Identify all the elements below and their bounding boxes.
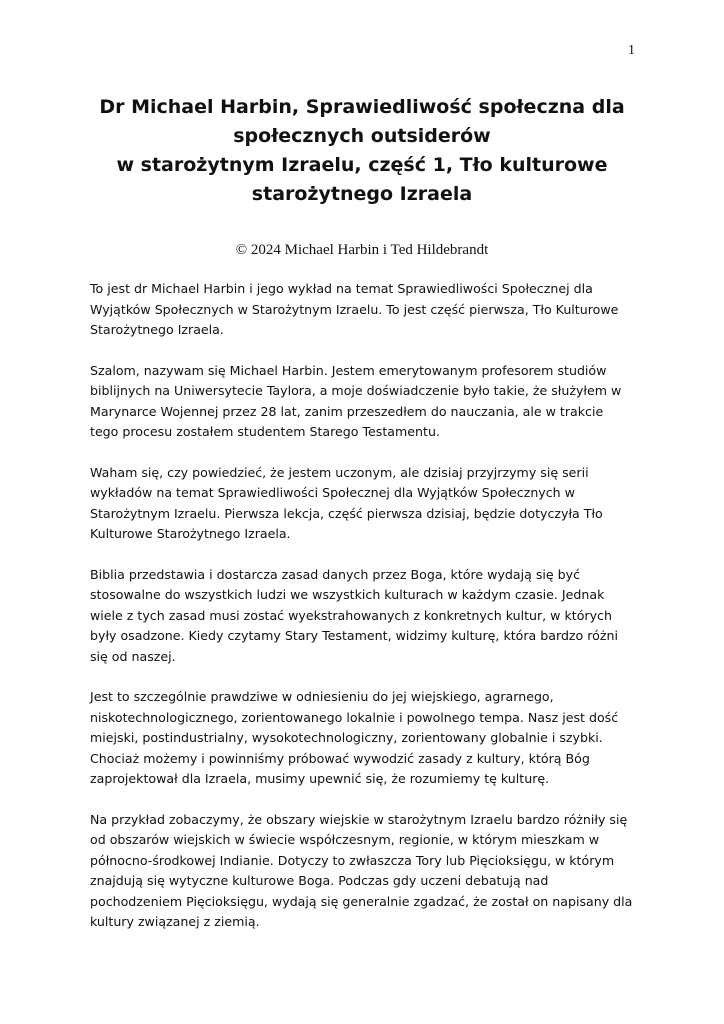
paragraph-intro [90, 279, 650, 341]
title-line: w starożytnym Izraelu, część 1, Tło kulturowe [116, 154, 608, 176]
text-line: pochodzeniem Pięcioksięgu, wydają się generalnie zgadzać, że został on napisany dla [90, 893, 633, 909]
text-line: stosowalne do wszystkich ludzi we wszystkich kulturach w każdym czasie. Jednak [90, 587, 605, 602]
paragraph-greeting [90, 361, 650, 443]
text-line: Waham się, czy powiedzieć, że jestem uczonym, ale dzisiaj przyjrzymy się serii [90, 464, 589, 480]
text-line: Szalom, nazywam się Michael Harbin. Jestem emerytowanym profesorem studiów [90, 362, 607, 378]
text-line: niskotechnologicznego, zorientowanego lokalnie i powolnego tempa. Nasz jest dość [90, 709, 619, 725]
title-line: społecznych outsiderów [233, 125, 491, 147]
paragraph-bible-principles [90, 565, 650, 668]
text-line: wiele z tych zasad musi zostać wyekstrahowanych z konkretnych kultur, w których [90, 607, 612, 623]
document-body [90, 279, 650, 953]
text-line: zaprojektował dla Izraela, musimy upewnić się, że rozumiemy tę kulturę. [90, 771, 550, 786]
title-line: Dr Michael Harbin, Sprawiedliwość społeczna dla [99, 96, 625, 118]
text-line: Jest to szczególnie prawdziwe w odniesieniu do jej wiejskiego, agrarnego, [90, 689, 554, 704]
text-line: tego procesu zostałem studentem Starego Testamentu. [90, 424, 440, 439]
copyright-notice: © 2024 Michael Harbin i Ted Hildebrandt [235, 242, 489, 258]
text-line: kultury związanej z ziemią. [90, 914, 260, 929]
paragraph-lecture-series [90, 463, 650, 545]
title-line: starożytnego Izraela [251, 183, 473, 205]
paragraph-rural-areas [90, 810, 650, 933]
text-line: biblijnych na Uniwersytecie Taylora, a moje doświadczenie było takie, że służyłem w [90, 383, 622, 398]
text-line: znajdują się wytyczne kulturowe Boga. Podczas gdy uczeni debatują nad [90, 873, 549, 888]
text-line: wykładów na temat Sprawiedliwości Społecznej dla Wyjątków Społecznych w [90, 485, 575, 500]
text-line: od obszarów wiejskich w świecie współczesnym, regionie, w którym mieszkam w [90, 832, 600, 847]
text-line: miejski, postindustrialny, wysokotechnologiczny, zorientowany globalnie i szybki. [90, 730, 603, 745]
text-line: Starożytnego Izraela. [90, 322, 224, 337]
text-line: Chociaż możemy i powinniśmy próbować wywodzić zasady z kultury, którą Bóg [90, 750, 590, 766]
text-line: Biblia przedstawia i dostarcza zasad danych przez Boga, które wydają się być [90, 566, 581, 582]
text-line: północno-środkowej Indianie. Dotyczy to zwłaszcza Tory lub Pięcioksięgu, w którym [90, 852, 615, 868]
document-title [72, 93, 652, 209]
text-line: Wyjątków Społecznych w Starożytnym Izraelu. To jest część pierwsza, Tło Kulturowe [90, 301, 619, 317]
text-line: Marynarce Wojennej przez 28 lat, zanim przeszedłem do nauczania, ale w trakcie [90, 403, 604, 419]
paragraph-culture-contrast [90, 687, 650, 790]
text-line: Kulturowe Starożytnego Izraela. [90, 526, 291, 541]
page-number: 1 [628, 43, 635, 58]
text-line: się od naszej. [90, 648, 176, 664]
text-line: Starożytnym Izraelu. Pierwsza lekcja, część pierwsza dzisiaj, będzie dotyczyła Tło [90, 505, 603, 521]
text-line: były osadzone. Kiedy czytamy Stary Testament, widzimy kulturę, która bardzo różni [90, 628, 618, 643]
text-line: To jest dr Michael Harbin i jego wykład na temat Sprawiedliwości Społecznej dla [90, 281, 593, 296]
text-line: Na przykład zobaczymy, że obszary wiejskie w starożytnym Izraelu bardzo różniły się [90, 811, 628, 827]
